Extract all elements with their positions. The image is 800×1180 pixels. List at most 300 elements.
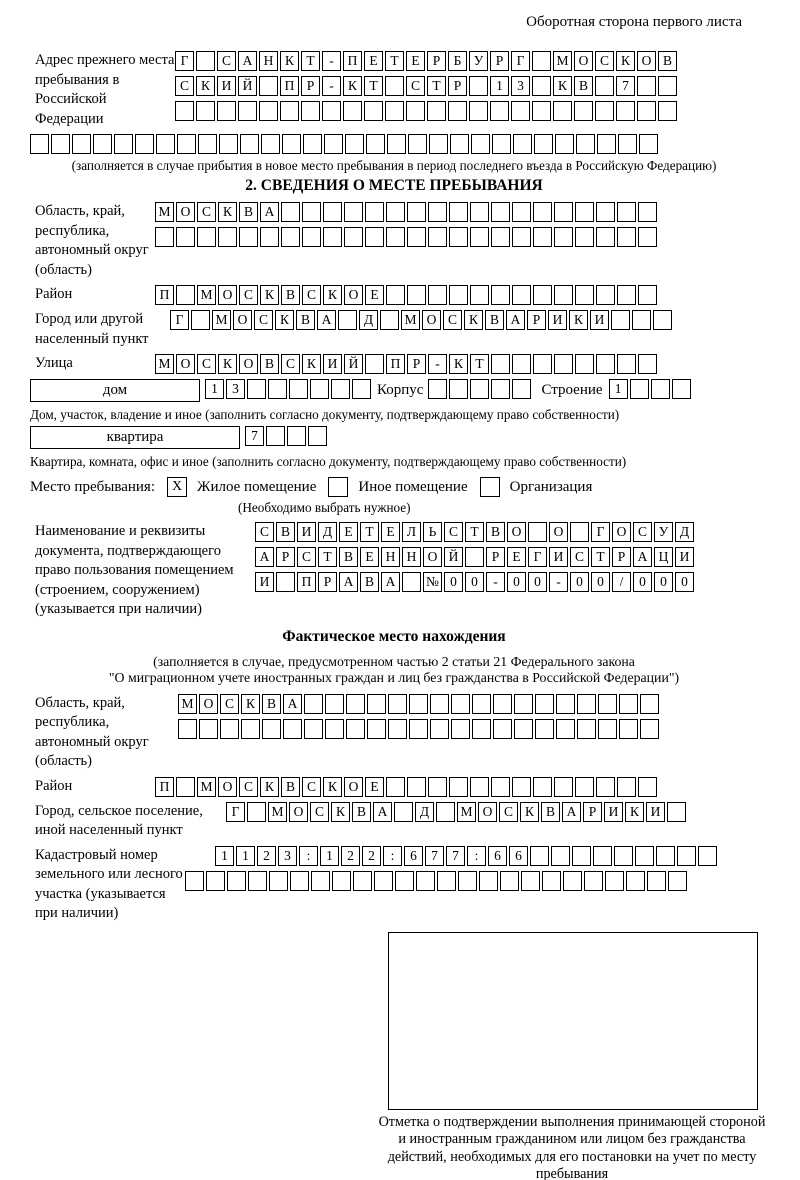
form-cell[interactable] bbox=[385, 76, 404, 96]
form-cell[interactable] bbox=[630, 379, 649, 399]
form-cell[interactable]: С bbox=[197, 354, 216, 374]
form-cell[interactable] bbox=[449, 227, 468, 247]
form-cell[interactable] bbox=[114, 134, 133, 154]
form-cell[interactable]: С bbox=[220, 694, 239, 714]
form-cell[interactable]: И bbox=[297, 522, 316, 542]
form-cell[interactable]: Е bbox=[381, 522, 400, 542]
form-cell[interactable] bbox=[528, 522, 547, 542]
form-cell[interactable]: О bbox=[344, 285, 363, 305]
form-cell[interactable] bbox=[672, 379, 691, 399]
form-cell[interactable] bbox=[238, 101, 257, 121]
form-cell[interactable]: Д bbox=[675, 522, 694, 542]
form-cell[interactable] bbox=[470, 379, 489, 399]
form-cell[interactable]: С bbox=[239, 285, 258, 305]
form-cell[interactable]: К bbox=[464, 310, 483, 330]
form-cell[interactable] bbox=[593, 846, 612, 866]
form-cell[interactable] bbox=[513, 134, 532, 154]
form-cell[interactable]: М bbox=[178, 694, 197, 714]
form-cell[interactable]: О bbox=[289, 802, 308, 822]
form-cell[interactable]: Т bbox=[427, 76, 446, 96]
form-cell[interactable] bbox=[402, 572, 421, 592]
form-cell[interactable]: 0 bbox=[675, 572, 694, 592]
form-cell[interactable]: П bbox=[343, 51, 362, 71]
form-cell[interactable]: 3 bbox=[278, 846, 297, 866]
form-cell[interactable] bbox=[281, 227, 300, 247]
form-cell[interactable] bbox=[218, 227, 237, 247]
form-cell[interactable] bbox=[287, 426, 306, 446]
form-cell[interactable] bbox=[407, 227, 426, 247]
form-cell[interactable] bbox=[247, 379, 266, 399]
form-cell[interactable]: С bbox=[297, 547, 316, 567]
form-cell[interactable] bbox=[196, 101, 215, 121]
form-cell[interactable]: М bbox=[553, 51, 572, 71]
form-cell[interactable]: К bbox=[520, 802, 539, 822]
form-cell[interactable]: И bbox=[548, 310, 567, 330]
form-cell[interactable]: 6 bbox=[404, 846, 423, 866]
form-cell[interactable]: К bbox=[616, 51, 635, 71]
form-cell[interactable]: Р bbox=[427, 51, 446, 71]
form-cell[interactable] bbox=[533, 202, 552, 222]
form-cell[interactable]: 3 bbox=[226, 379, 245, 399]
form-cell[interactable] bbox=[554, 777, 573, 797]
form-cell[interactable] bbox=[570, 522, 589, 542]
form-cell[interactable] bbox=[386, 777, 405, 797]
form-cell[interactable]: 2 bbox=[341, 846, 360, 866]
form-cell[interactable]: А bbox=[283, 694, 302, 714]
form-cell[interactable] bbox=[595, 76, 614, 96]
form-cell[interactable] bbox=[240, 134, 259, 154]
form-cell[interactable]: Г bbox=[528, 547, 547, 567]
form-cell[interactable] bbox=[430, 719, 449, 739]
form-cell[interactable] bbox=[617, 354, 636, 374]
form-cell[interactable] bbox=[698, 846, 717, 866]
form-cell[interactable] bbox=[388, 719, 407, 739]
form-cell[interactable] bbox=[176, 285, 195, 305]
form-cell[interactable]: О bbox=[574, 51, 593, 71]
form-cell[interactable]: 1 bbox=[320, 846, 339, 866]
form-cell[interactable]: В bbox=[352, 802, 371, 822]
form-cell[interactable] bbox=[302, 227, 321, 247]
form-cell[interactable] bbox=[344, 202, 363, 222]
form-cell[interactable] bbox=[227, 871, 246, 891]
form-cell[interactable]: В bbox=[360, 572, 379, 592]
form-cell[interactable]: 0 bbox=[633, 572, 652, 592]
form-cell[interactable]: 0 bbox=[570, 572, 589, 592]
form-cell[interactable]: / bbox=[612, 572, 631, 592]
form-cell[interactable]: С bbox=[217, 51, 236, 71]
form-cell[interactable] bbox=[533, 777, 552, 797]
form-cell[interactable]: В bbox=[485, 310, 504, 330]
form-cell[interactable] bbox=[611, 310, 630, 330]
stay-option-organization-checkbox[interactable] bbox=[480, 477, 500, 497]
form-cell[interactable] bbox=[575, 354, 594, 374]
form-cell[interactable]: № bbox=[423, 572, 442, 592]
form-cell[interactable]: 1 bbox=[490, 76, 509, 96]
form-cell[interactable]: К bbox=[260, 285, 279, 305]
form-cell[interactable] bbox=[248, 871, 267, 891]
form-cell[interactable] bbox=[197, 227, 216, 247]
form-cell[interactable]: С bbox=[444, 522, 463, 542]
form-cell[interactable]: С bbox=[633, 522, 652, 542]
form-cell[interactable]: : bbox=[383, 846, 402, 866]
form-cell[interactable] bbox=[514, 719, 533, 739]
form-cell[interactable]: К bbox=[218, 202, 237, 222]
form-cell[interactable] bbox=[491, 777, 510, 797]
form-cell[interactable]: В bbox=[296, 310, 315, 330]
form-cell[interactable] bbox=[638, 202, 657, 222]
form-cell[interactable] bbox=[449, 379, 468, 399]
form-cell[interactable] bbox=[596, 285, 615, 305]
form-cell[interactable] bbox=[324, 134, 343, 154]
form-cell[interactable] bbox=[638, 777, 657, 797]
stay-option-other-checkbox[interactable] bbox=[328, 477, 348, 497]
form-cell[interactable] bbox=[533, 285, 552, 305]
form-cell[interactable]: П bbox=[386, 354, 405, 374]
form-cell[interactable] bbox=[323, 227, 342, 247]
form-cell[interactable]: 0 bbox=[507, 572, 526, 592]
form-cell[interactable] bbox=[512, 777, 531, 797]
form-cell[interactable] bbox=[239, 227, 258, 247]
form-cell[interactable] bbox=[471, 134, 490, 154]
form-cell[interactable]: Р bbox=[318, 572, 337, 592]
form-cell[interactable]: Б bbox=[448, 51, 467, 71]
form-cell[interactable]: У bbox=[654, 522, 673, 542]
form-cell[interactable] bbox=[667, 802, 686, 822]
form-cell[interactable]: Р bbox=[490, 51, 509, 71]
form-cell[interactable] bbox=[451, 719, 470, 739]
form-cell[interactable] bbox=[281, 202, 300, 222]
form-cell[interactable] bbox=[302, 202, 321, 222]
form-cell[interactable] bbox=[261, 134, 280, 154]
form-cell[interactable] bbox=[491, 202, 510, 222]
form-cell[interactable]: О bbox=[344, 777, 363, 797]
form-cell[interactable]: Р bbox=[448, 76, 467, 96]
form-cell[interactable]: Т bbox=[465, 522, 484, 542]
form-cell[interactable] bbox=[533, 227, 552, 247]
form-cell[interactable]: 7 bbox=[425, 846, 444, 866]
form-cell[interactable] bbox=[262, 719, 281, 739]
form-cell[interactable] bbox=[156, 134, 175, 154]
form-cell[interactable]: Г bbox=[591, 522, 610, 542]
form-cell[interactable] bbox=[304, 719, 323, 739]
form-cell[interactable]: А bbox=[373, 802, 392, 822]
form-cell[interactable]: 7 bbox=[245, 426, 264, 446]
form-cell[interactable] bbox=[554, 227, 573, 247]
form-cell[interactable] bbox=[407, 285, 426, 305]
form-cell[interactable] bbox=[491, 354, 510, 374]
form-cell[interactable]: 0 bbox=[465, 572, 484, 592]
form-cell[interactable] bbox=[614, 846, 633, 866]
form-cell[interactable]: А bbox=[562, 802, 581, 822]
form-cell[interactable]: О bbox=[422, 310, 441, 330]
form-cell[interactable] bbox=[301, 101, 320, 121]
form-cell[interactable]: К bbox=[625, 802, 644, 822]
form-cell[interactable]: - bbox=[322, 51, 341, 71]
form-cell[interactable]: С bbox=[499, 802, 518, 822]
form-cell[interactable]: С bbox=[570, 547, 589, 567]
form-cell[interactable]: М bbox=[401, 310, 420, 330]
form-cell[interactable] bbox=[449, 202, 468, 222]
form-cell[interactable] bbox=[388, 694, 407, 714]
form-cell[interactable] bbox=[576, 134, 595, 154]
form-cell[interactable]: К bbox=[449, 354, 468, 374]
form-cell[interactable]: О bbox=[218, 285, 237, 305]
form-cell[interactable]: С bbox=[443, 310, 462, 330]
form-cell[interactable]: П bbox=[297, 572, 316, 592]
form-cell[interactable] bbox=[366, 134, 385, 154]
form-cell[interactable] bbox=[640, 694, 659, 714]
form-cell[interactable] bbox=[617, 202, 636, 222]
form-cell[interactable] bbox=[577, 719, 596, 739]
form-cell[interactable] bbox=[429, 134, 448, 154]
form-cell[interactable]: Г bbox=[226, 802, 245, 822]
form-cell[interactable]: У bbox=[469, 51, 488, 71]
form-cell[interactable] bbox=[658, 76, 677, 96]
form-cell[interactable] bbox=[469, 101, 488, 121]
form-cell[interactable]: В bbox=[281, 777, 300, 797]
form-cell[interactable] bbox=[512, 227, 531, 247]
form-cell[interactable] bbox=[595, 101, 614, 121]
form-cell[interactable]: И bbox=[675, 547, 694, 567]
form-cell[interactable] bbox=[597, 134, 616, 154]
form-cell[interactable]: С bbox=[406, 76, 425, 96]
form-cell[interactable] bbox=[605, 871, 624, 891]
form-cell[interactable]: С bbox=[302, 285, 321, 305]
form-cell[interactable] bbox=[220, 719, 239, 739]
form-cell[interactable] bbox=[323, 202, 342, 222]
form-cell[interactable]: Й bbox=[444, 547, 463, 567]
form-cell[interactable] bbox=[639, 134, 658, 154]
form-cell[interactable]: И bbox=[590, 310, 609, 330]
form-cell[interactable]: Р bbox=[276, 547, 295, 567]
form-cell[interactable]: Т bbox=[470, 354, 489, 374]
form-cell[interactable] bbox=[479, 871, 498, 891]
form-cell[interactable]: К bbox=[323, 285, 342, 305]
form-cell[interactable] bbox=[332, 871, 351, 891]
form-cell[interactable]: О bbox=[507, 522, 526, 542]
form-cell[interactable] bbox=[395, 871, 414, 891]
form-cell[interactable] bbox=[532, 101, 551, 121]
form-cell[interactable] bbox=[514, 694, 533, 714]
form-cell[interactable]: О bbox=[176, 354, 195, 374]
form-cell[interactable]: В bbox=[574, 76, 593, 96]
form-cell[interactable] bbox=[575, 285, 594, 305]
form-cell[interactable] bbox=[626, 871, 645, 891]
form-cell[interactable] bbox=[638, 227, 657, 247]
form-cell[interactable] bbox=[416, 871, 435, 891]
form-cell[interactable]: 1 bbox=[205, 379, 224, 399]
form-cell[interactable] bbox=[465, 547, 484, 567]
form-cell[interactable] bbox=[428, 379, 447, 399]
form-cell[interactable] bbox=[640, 719, 659, 739]
form-cell[interactable] bbox=[635, 846, 654, 866]
form-cell[interactable] bbox=[512, 202, 531, 222]
form-cell[interactable] bbox=[638, 285, 657, 305]
form-cell[interactable] bbox=[437, 871, 456, 891]
form-cell[interactable] bbox=[632, 310, 651, 330]
form-cell[interactable] bbox=[155, 227, 174, 247]
form-cell[interactable] bbox=[322, 101, 341, 121]
form-cell[interactable]: В bbox=[262, 694, 281, 714]
form-cell[interactable]: К bbox=[302, 354, 321, 374]
form-cell[interactable] bbox=[338, 310, 357, 330]
form-cell[interactable] bbox=[554, 202, 573, 222]
form-cell[interactable]: С bbox=[302, 777, 321, 797]
form-cell[interactable] bbox=[72, 134, 91, 154]
form-cell[interactable] bbox=[353, 871, 372, 891]
form-cell[interactable]: К bbox=[275, 310, 294, 330]
form-cell[interactable] bbox=[367, 694, 386, 714]
form-cell[interactable] bbox=[408, 134, 427, 154]
form-cell[interactable] bbox=[617, 285, 636, 305]
form-cell[interactable]: Т bbox=[301, 51, 320, 71]
form-cell[interactable] bbox=[556, 719, 575, 739]
form-cell[interactable]: Н bbox=[381, 547, 400, 567]
form-cell[interactable] bbox=[331, 379, 350, 399]
form-cell[interactable]: Г bbox=[511, 51, 530, 71]
form-cell[interactable] bbox=[491, 379, 510, 399]
form-cell[interactable]: В bbox=[486, 522, 505, 542]
form-cell[interactable]: Т bbox=[385, 51, 404, 71]
form-cell[interactable]: М bbox=[155, 202, 174, 222]
form-cell[interactable] bbox=[533, 354, 552, 374]
form-cell[interactable] bbox=[637, 76, 656, 96]
form-cell[interactable]: Е bbox=[360, 547, 379, 567]
form-cell[interactable]: О bbox=[549, 522, 568, 542]
form-cell[interactable] bbox=[470, 227, 489, 247]
form-cell[interactable] bbox=[191, 310, 210, 330]
form-cell[interactable] bbox=[491, 227, 510, 247]
form-cell[interactable] bbox=[409, 694, 428, 714]
form-cell[interactable]: В bbox=[260, 354, 279, 374]
form-cell[interactable] bbox=[653, 310, 672, 330]
form-cell[interactable] bbox=[577, 694, 596, 714]
form-cell[interactable]: П bbox=[155, 777, 174, 797]
form-cell[interactable] bbox=[386, 202, 405, 222]
form-cell[interactable] bbox=[436, 802, 455, 822]
form-cell[interactable]: М bbox=[268, 802, 287, 822]
form-cell[interactable] bbox=[458, 871, 477, 891]
form-cell[interactable] bbox=[512, 379, 531, 399]
form-cell[interactable] bbox=[616, 101, 635, 121]
form-cell[interactable] bbox=[647, 871, 666, 891]
form-cell[interactable]: С bbox=[239, 777, 258, 797]
form-cell[interactable]: Д bbox=[318, 522, 337, 542]
form-cell[interactable] bbox=[428, 285, 447, 305]
form-cell[interactable]: В bbox=[276, 522, 295, 542]
form-cell[interactable]: А bbox=[255, 547, 274, 567]
form-cell[interactable]: К bbox=[280, 51, 299, 71]
form-cell[interactable]: К bbox=[553, 76, 572, 96]
form-cell[interactable] bbox=[310, 379, 329, 399]
form-cell[interactable] bbox=[658, 101, 677, 121]
form-cell[interactable]: Р bbox=[301, 76, 320, 96]
form-cell[interactable]: М bbox=[197, 285, 216, 305]
form-cell[interactable]: - bbox=[486, 572, 505, 592]
form-cell[interactable]: К bbox=[241, 694, 260, 714]
form-cell[interactable]: Р bbox=[612, 547, 631, 567]
form-cell[interactable]: С bbox=[254, 310, 273, 330]
form-cell[interactable]: А bbox=[381, 572, 400, 592]
form-cell[interactable]: И bbox=[646, 802, 665, 822]
form-cell[interactable] bbox=[269, 871, 288, 891]
form-cell[interactable]: 2 bbox=[362, 846, 381, 866]
form-cell[interactable]: Е bbox=[406, 51, 425, 71]
form-cell[interactable]: К bbox=[218, 354, 237, 374]
form-cell[interactable]: К bbox=[260, 777, 279, 797]
form-cell[interactable]: Е bbox=[365, 285, 384, 305]
form-cell[interactable]: О bbox=[176, 202, 195, 222]
form-cell[interactable] bbox=[427, 101, 446, 121]
form-cell[interactable]: Т bbox=[364, 76, 383, 96]
form-cell[interactable]: : bbox=[467, 846, 486, 866]
form-cell[interactable] bbox=[470, 285, 489, 305]
form-cell[interactable]: Е bbox=[507, 547, 526, 567]
form-cell[interactable] bbox=[407, 777, 426, 797]
form-cell[interactable]: О bbox=[478, 802, 497, 822]
form-cell[interactable]: Г bbox=[175, 51, 194, 71]
form-cell[interactable]: Р bbox=[527, 310, 546, 330]
form-cell[interactable]: - bbox=[428, 354, 447, 374]
form-cell[interactable]: О bbox=[637, 51, 656, 71]
form-cell[interactable]: С bbox=[310, 802, 329, 822]
form-cell[interactable] bbox=[409, 719, 428, 739]
form-cell[interactable] bbox=[572, 846, 591, 866]
form-cell[interactable]: П bbox=[155, 285, 174, 305]
form-cell[interactable]: - bbox=[549, 572, 568, 592]
form-cell[interactable] bbox=[198, 134, 217, 154]
form-cell[interactable] bbox=[638, 354, 657, 374]
form-cell[interactable]: А bbox=[260, 202, 279, 222]
form-cell[interactable] bbox=[206, 871, 225, 891]
form-cell[interactable]: С bbox=[595, 51, 614, 71]
form-cell[interactable]: П bbox=[280, 76, 299, 96]
form-cell[interactable] bbox=[51, 134, 70, 154]
form-cell[interactable] bbox=[259, 76, 278, 96]
form-cell[interactable]: А bbox=[339, 572, 358, 592]
form-cell[interactable] bbox=[178, 719, 197, 739]
form-cell[interactable] bbox=[304, 694, 323, 714]
form-cell[interactable] bbox=[470, 777, 489, 797]
form-cell[interactable] bbox=[617, 227, 636, 247]
form-cell[interactable]: К bbox=[196, 76, 215, 96]
form-cell[interactable]: Т bbox=[318, 547, 337, 567]
form-cell[interactable]: Р bbox=[486, 547, 505, 567]
form-cell[interactable]: В bbox=[658, 51, 677, 71]
form-cell[interactable]: Ь bbox=[423, 522, 442, 542]
form-cell[interactable] bbox=[344, 227, 363, 247]
form-cell[interactable] bbox=[470, 202, 489, 222]
stay-option-residential-checkbox[interactable]: X bbox=[167, 477, 187, 497]
form-cell[interactable]: 6 bbox=[509, 846, 528, 866]
form-cell[interactable] bbox=[30, 134, 49, 154]
form-cell[interactable]: А bbox=[633, 547, 652, 567]
form-cell[interactable] bbox=[407, 202, 426, 222]
form-cell[interactable] bbox=[185, 871, 204, 891]
form-cell[interactable] bbox=[268, 379, 287, 399]
form-cell[interactable] bbox=[282, 134, 301, 154]
form-cell[interactable]: Ц bbox=[654, 547, 673, 567]
form-cell[interactable]: О bbox=[233, 310, 252, 330]
form-cell[interactable] bbox=[449, 777, 468, 797]
form-cell[interactable] bbox=[260, 227, 279, 247]
form-cell[interactable]: - bbox=[322, 76, 341, 96]
form-cell[interactable] bbox=[553, 101, 572, 121]
form-cell[interactable]: К bbox=[569, 310, 588, 330]
form-cell[interactable]: Е bbox=[365, 777, 384, 797]
form-cell[interactable] bbox=[283, 719, 302, 739]
form-cell[interactable] bbox=[387, 134, 406, 154]
